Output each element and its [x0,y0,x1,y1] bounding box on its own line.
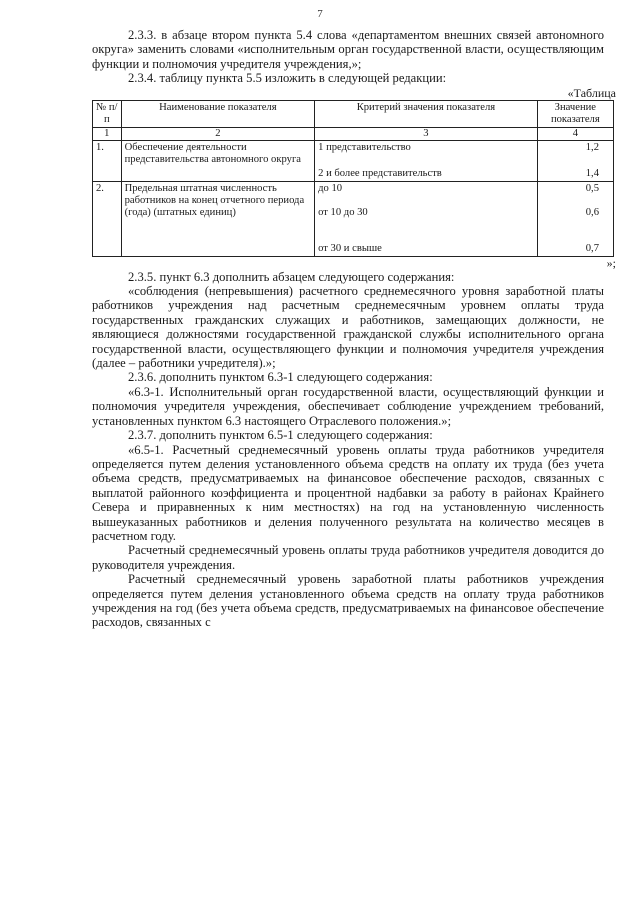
criteria-item: 1 представительство [318,141,411,153]
row-number: 1. [93,140,122,181]
row-number: 2. [93,181,122,256]
row-criteria [315,181,538,256]
paragraph-quote-6-5-1: «6.5-1. Расчетный среднемесячный уровень оплаты труда работников учредителя определяется путем деления установленного объема средств на оплату их труда (без учета объема средств, предусматриваемых на финансовое обеспечение расходов, связанных с выплатой районного коэффициента и процентной надбавки за работу в районах Крайнего Севера и приравненных к ним местностях) на год на установленную численность вышеуказанных работников и деления полученного результата на количество месяцев в расчетном году. [92,442,604,543]
page-number: 7 [317,8,323,20]
header-value: Значение показателя [537,100,613,127]
document-content [92,28,616,630]
header-number: № п/п [93,100,122,127]
criteria-item: от 10 до 30 [318,206,368,218]
row-values [537,140,613,181]
table-end-mark: »; [606,255,616,270]
indicators-table [92,100,614,257]
col-number-2: 2 [121,127,315,140]
row-indicator-name: Предельная штатная численность работников на конец отчетного периода (года) (штатных единиц) [121,181,315,256]
paragraph-founder-level: Расчетный среднемесячный уровень оплаты труда работников учредителя доводится до руководителя учреждения. [92,543,604,572]
header-indicator-name: Наименование показателя [121,100,315,127]
table-caption: «Таблица [567,85,616,100]
col-number-1: 1 [93,127,122,140]
paragraph-quote-6-3-1: «6.3-1. Исполнительный орган государственной власти, осуществляющий функции и полномочия учредителя учреждения, обеспечивает соблюдение учреждением требований, установленных пунктом 6.3 настоящего Отраслевого положения.»; [92,384,604,428]
col-number-4: 4 [537,127,613,140]
paragraph-2-3-4: 2.3.4. таблицу пункта 5.5 изложить в следующей редакции: [128,71,447,86]
value-item: 1,2 [585,141,599,153]
table-header-row [93,100,614,127]
table-column-numbers-row [93,127,614,140]
value-item: 1,4 [585,167,599,179]
paragraph-institution-level: Расчетный среднемесячный уровень заработной платы работников учреждения определяется путем деления установленного объема средств на оплату труда работников учреждения на год (без учета объема средств, предусматриваемых на финансовое обеспечение расходов, связанных с [92,572,604,630]
row-criteria [315,140,538,181]
value-item: 0,7 [585,242,599,254]
paragraph-quote-6-3: «соблюдения (непревышения) расчетного среднемесячного уровня заработной платы работников учреждения над расчетным среднемесячным уровнем оплаты труда государственных гражданских служащих и работников, замещающих должности, не являющиеся должностями государственной гражданской службы исполнительного органа государственной власти, осуществляющего функции и полномочия учредителя учреждения (далее – работники учредителя).»; [92,284,604,371]
row-values [537,181,613,256]
paragraph-2-3-6: 2.3.6. дополнить пунктом 6.3-1 следующего содержания: [128,370,433,385]
criteria-item: от 30 и свыше [318,242,382,254]
paragraph-2-3-3: 2.3.3. в абзаце втором пункта 5.4 слова «департаментом внешних связей автономного округа» заменить словами «исполнительным орган государственной власти, осуществляющим функции и полномочия учредителя учреждения,»; [92,28,604,71]
table-row [93,181,614,256]
criteria-item: до 10 [318,182,343,194]
header-criteria: Критерий значения показателя [315,100,538,127]
criteria-item: 2 и более представительств [318,167,442,179]
value-item: 0,6 [585,206,599,218]
table-row [93,140,614,181]
row-indicator-name: Обеспечение деятельности представительства автономного округа [121,140,315,181]
paragraph-2-3-5: 2.3.5. пункт 6.3 дополнить абзацем следующего содержания: [128,269,455,284]
paragraph-2-3-7: 2.3.7. дополнить пунктом 6.5-1 следующего содержания: [128,428,433,443]
col-number-3: 3 [315,127,538,140]
value-item: 0,5 [585,182,599,194]
